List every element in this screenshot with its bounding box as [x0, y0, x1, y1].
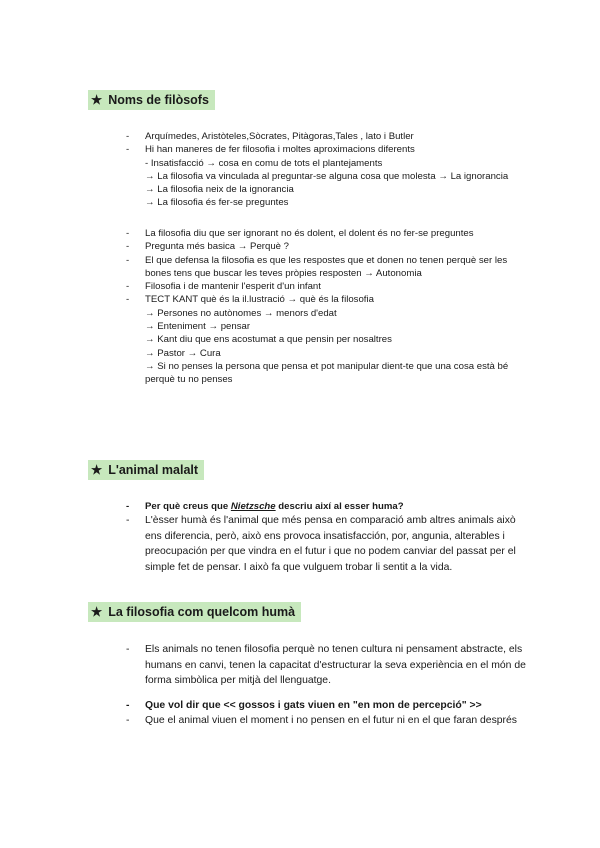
- answer-item: [126, 513, 526, 575]
- sub-item: - Insatisfacció → cosa en comu de tots el plantejaments: [145, 157, 383, 169]
- item-text: Pregunta més basica → Perquè ?: [145, 241, 289, 253]
- dash-bullet: -: [126, 228, 130, 239]
- list-item: [126, 254, 526, 281]
- item-text: La filosofia diu que ser ignorant no és dolent, el dolent és no fer-se preguntes: [145, 228, 474, 239]
- section-2-body: [126, 500, 526, 575]
- dash-bullet: -: [126, 131, 130, 142]
- list-item: [126, 130, 526, 143]
- dash-bullet: -: [126, 254, 130, 266]
- dash-bullet: -: [126, 241, 130, 253]
- list-item: [126, 227, 526, 240]
- item-text: Els animals no tenen filosofia perquè no tenen cultura ni pensament abstracte, els humans en canvi, tenen la capacitat d'estructurar la seva experiència en el món de forma simbòlica per mitjà del llenguatge.: [145, 644, 526, 686]
- sub-item: → Si no penses la persona que pensa et pot manipular dient-te que una cosa està bé perquè tu no penses: [145, 360, 509, 386]
- section-heading-animal-malalt: [88, 460, 204, 480]
- question-text: Que vol dir que << gossos i gats viuen en "en mon de percepció" >>: [145, 699, 482, 711]
- sub-item: → Pastor → Cura: [145, 347, 221, 359]
- star-icon: ★: [91, 93, 103, 107]
- answer-item: [126, 713, 526, 729]
- item-text: TECT KANT què és la il.lustració → què és la filosofia: [145, 294, 374, 306]
- dash-bullet: -: [126, 501, 130, 512]
- dash-bullet: -: [126, 699, 130, 711]
- answer-text: Que el animal viuen el moment i no pensen en el futur ni en el que faran després: [145, 715, 517, 726]
- dash-bullet: -: [126, 294, 130, 306]
- section-heading-noms-de-filosofs: [88, 90, 215, 110]
- sub-item: → La filosofia va vinculada al preguntar-se alguna cosa que molesta → La ignorancia: [145, 170, 509, 182]
- question-prefix: Per què creus que: [145, 501, 231, 512]
- item-text: Filosofia i de mantenir l'esperit d'un infant: [145, 281, 321, 293]
- section-heading-filosofia-huma: [88, 602, 301, 622]
- section-1-body-2: [126, 227, 526, 387]
- item-text: El que defensa la filosofia es que les respostes que et donen no tenen perquè ser les bones tens que buscar les teves pròpies resposten → Autonomia: [145, 254, 508, 279]
- list-item: [126, 293, 526, 306]
- heading-text: L'animal malalt: [108, 463, 199, 477]
- answer-text: L'èsser humà és l'animal que més pensa en comparació amb altres animals això ens diferencia, però, això ens provoca insatisfacción, por, angunia, alterables i preocupación per que vindra en el futur i que no podem canviar del passat per el simple fet de pensar. I això fa que vulguem trobar li sentit a la vida.: [145, 515, 516, 573]
- star-icon: ★: [91, 463, 103, 477]
- question-suffix: descriu així al esser huma?: [275, 501, 404, 512]
- dash-bullet: -: [126, 144, 130, 156]
- dash-bullet: -: [126, 715, 130, 726]
- heading-text: La filosofia com quelcom humà: [108, 605, 296, 619]
- sub-item: → Enteniment → pensar: [145, 321, 251, 333]
- section-3-body: [126, 642, 526, 729]
- spacer: [126, 689, 526, 698]
- section-1-body: [126, 130, 526, 210]
- heading-text: Noms de filòsofs: [108, 93, 209, 107]
- sub-item: → Persones no autònomes → menors d'edat: [145, 307, 337, 319]
- star-icon: ★: [91, 605, 103, 619]
- item-text: Arquímedes, Aristòteles,Sòcrates, Pitàgoras,Tales , lato i Butler: [145, 131, 414, 142]
- list-item: [126, 642, 526, 689]
- dash-bullet: -: [126, 281, 130, 293]
- sub-item: → Kant diu que ens acostumat a que pensin per nosaltres: [145, 334, 392, 346]
- list-item: [126, 240, 526, 253]
- sub-item: → La filosofia neix de la ignorancia: [145, 184, 294, 196]
- list-item: [126, 143, 526, 156]
- question-item: [126, 500, 526, 513]
- question-name: Nietzsche: [230, 501, 276, 512]
- question-item: [126, 698, 526, 714]
- item-text: Hi han maneres de fer filosofia i moltes aproximacions diferents: [145, 144, 415, 156]
- sub-item: → La filosofia és fer-se preguntes: [145, 197, 289, 209]
- dash-bullet: -: [126, 644, 130, 655]
- dash-bullet: -: [126, 515, 130, 527]
- list-item: [126, 280, 526, 293]
